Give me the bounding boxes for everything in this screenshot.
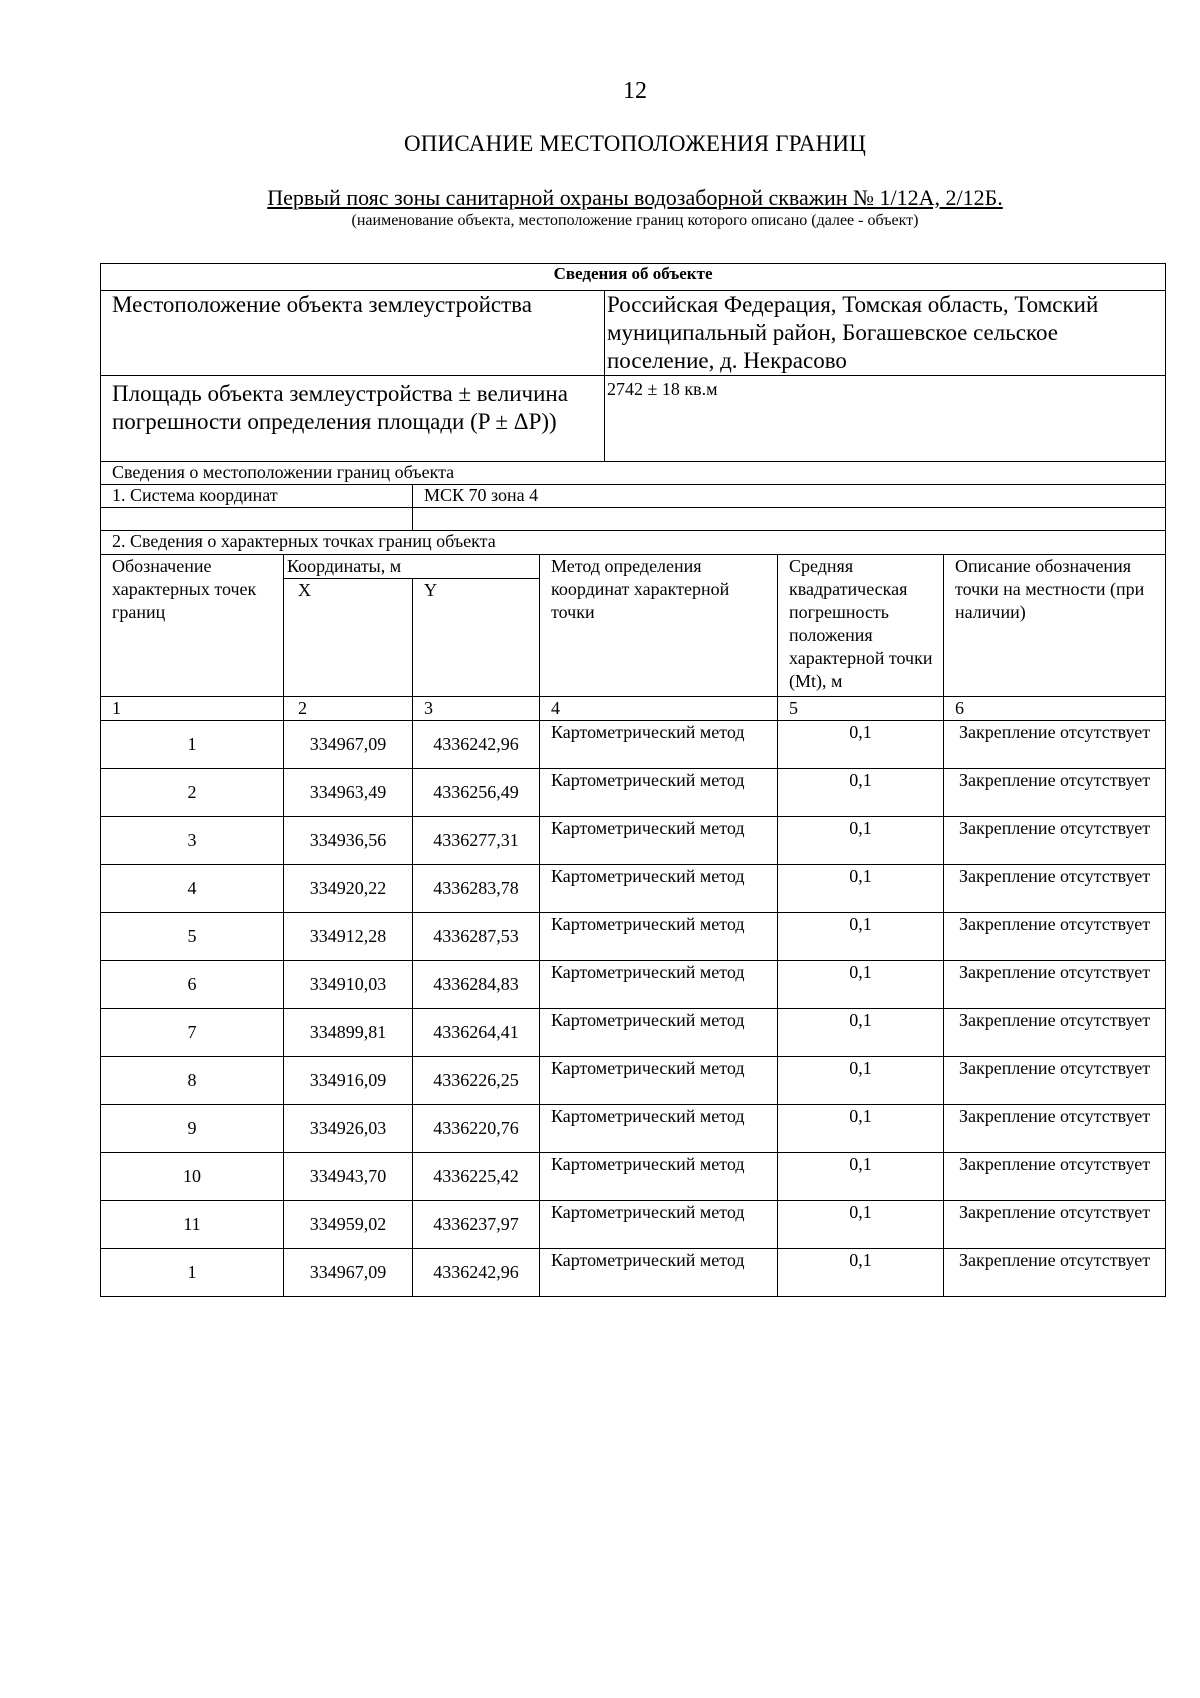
- header-point-designation: Обозначение характерных точек границ: [101, 555, 284, 697]
- table-row: [101, 1105, 1166, 1153]
- point-description: Закрепление отсутствует: [944, 1009, 1166, 1057]
- mean-error: 0,1: [778, 1249, 944, 1297]
- method: Картометрический метод: [540, 1249, 778, 1297]
- method: Картометрический метод: [540, 769, 778, 817]
- method: Картометрический метод: [540, 1153, 778, 1201]
- header-coordinates: Координаты, м: [284, 555, 540, 579]
- column-number: 3: [413, 697, 540, 721]
- area-label: Площадь объекта землеустройства ± величина погрешности определения площади (P ± ΔP)): [101, 376, 605, 462]
- method: Картометрический метод: [540, 721, 778, 769]
- method: Картометрический метод: [540, 961, 778, 1009]
- header-error: Средняя квадратическая погрешность положения характерной точки (Mt), м: [778, 555, 944, 697]
- point-description: Закрепление отсутствует: [944, 961, 1166, 1009]
- header-y: Y: [413, 579, 540, 697]
- empty-cell: [101, 508, 413, 531]
- point-number: 3: [101, 817, 284, 865]
- page-number: 12: [623, 78, 647, 104]
- mean-error: 0,1: [778, 721, 944, 769]
- point-number: 2: [101, 769, 284, 817]
- mean-error: 0,1: [778, 1009, 944, 1057]
- point-number: 4: [101, 865, 284, 913]
- y-coordinate: 4336287,53: [413, 913, 540, 961]
- point-number: 9: [101, 1105, 284, 1153]
- point-description: Закрепление отсутствует: [944, 1201, 1166, 1249]
- x-coordinate: 334899,81: [284, 1009, 413, 1057]
- table-row: [101, 913, 1166, 961]
- point-number: 1: [101, 1249, 284, 1297]
- point-number: 5: [101, 913, 284, 961]
- x-coordinate: 334959,02: [284, 1201, 413, 1249]
- y-coordinate: 4336242,96: [413, 721, 540, 769]
- method: Картометрический метод: [540, 913, 778, 961]
- method: Картометрический метод: [540, 865, 778, 913]
- empty-cell: [413, 508, 1166, 531]
- header-description: Описание обозначения точки на местности (при наличии): [944, 555, 1166, 697]
- table-row: [101, 961, 1166, 1009]
- point-number: 7: [101, 1009, 284, 1057]
- location-value: Российская Федерация, Томская область, Томский муниципальный район, Богашевское сельское поселение, д. Некрасово: [605, 291, 1166, 376]
- x-coordinate: 334926,03: [284, 1105, 413, 1153]
- mean-error: 0,1: [778, 1153, 944, 1201]
- column-numbers-row: [101, 697, 1166, 721]
- document-title: ОПИСАНИЕ МЕСТОПОЛОЖЕНИЯ ГРАНИЦ: [403, 131, 867, 156]
- y-coordinate: 4336256,49: [413, 769, 540, 817]
- point-description: Закрепление отсутствует: [944, 1153, 1166, 1201]
- mean-error: 0,1: [778, 1057, 944, 1105]
- mean-error: 0,1: [778, 913, 944, 961]
- points-section-label: 2. Сведения о характерных точках границ объекта: [101, 531, 1166, 555]
- point-description: Закрепление отсутствует: [944, 721, 1166, 769]
- table-row: [101, 817, 1166, 865]
- boundary-description-table: [100, 263, 1166, 1297]
- table-row: [101, 1009, 1166, 1057]
- method: Картометрический метод: [540, 817, 778, 865]
- object-info-header: Сведения об объекте: [101, 264, 1166, 291]
- y-coordinate: 4336277,31: [413, 817, 540, 865]
- x-coordinate: 334916,09: [284, 1057, 413, 1105]
- mean-error: 0,1: [778, 817, 944, 865]
- area-value: 2742 ± 18 кв.м: [605, 376, 1166, 462]
- point-description: Закрепление отсутствует: [944, 865, 1166, 913]
- method: Картометрический метод: [540, 1105, 778, 1153]
- object-name-caption: (наименование объекта, местоположение границ которого описано (далее - объект): [351, 212, 919, 229]
- object-name: Первый пояс зоны санитарной охраны водозаборной скважин № 1/12А, 2/12Б.: [267, 185, 1003, 210]
- table-row: [101, 769, 1166, 817]
- y-coordinate: 4336283,78: [413, 865, 540, 913]
- x-coordinate: 334967,09: [284, 721, 413, 769]
- point-number: 11: [101, 1201, 284, 1249]
- y-coordinate: 4336220,76: [413, 1105, 540, 1153]
- point-number: 10: [101, 1153, 284, 1201]
- method: Картометрический метод: [540, 1009, 778, 1057]
- table-row: [101, 865, 1166, 913]
- point-description: Закрепление отсутствует: [944, 817, 1166, 865]
- y-coordinate: 4336264,41: [413, 1009, 540, 1057]
- boundaries-section-label: Сведения о местоположении границ объекта: [101, 462, 1166, 485]
- point-description: Закрепление отсутствует: [944, 769, 1166, 817]
- column-number: 5: [778, 697, 944, 721]
- point-number: 1: [101, 721, 284, 769]
- header-method: Метод определения координат характерной точки: [540, 555, 778, 697]
- table-row: [101, 1201, 1166, 1249]
- y-coordinate: 4336284,83: [413, 961, 540, 1009]
- point-number: 8: [101, 1057, 284, 1105]
- point-description: Закрепление отсутствует: [944, 1057, 1166, 1105]
- x-coordinate: 334967,09: [284, 1249, 413, 1297]
- column-number: 2: [284, 697, 413, 721]
- x-coordinate: 334963,49: [284, 769, 413, 817]
- mean-error: 0,1: [778, 1201, 944, 1249]
- point-description: Закрепление отсутствует: [944, 1249, 1166, 1297]
- column-number: 4: [540, 697, 778, 721]
- table-row: [101, 721, 1166, 769]
- table-row: [101, 1249, 1166, 1297]
- x-coordinate: 334910,03: [284, 961, 413, 1009]
- column-number: 6: [944, 697, 1166, 721]
- table-row: [101, 1057, 1166, 1105]
- mean-error: 0,1: [778, 1105, 944, 1153]
- mean-error: 0,1: [778, 961, 944, 1009]
- coord-system-label: 1. Система координат: [101, 485, 413, 508]
- point-number: 6: [101, 961, 284, 1009]
- x-coordinate: 334920,22: [284, 865, 413, 913]
- x-coordinate: 334936,56: [284, 817, 413, 865]
- mean-error: 0,1: [778, 865, 944, 913]
- method: Картометрический метод: [540, 1201, 778, 1249]
- x-coordinate: 334912,28: [284, 913, 413, 961]
- point-description: Закрепление отсутствует: [944, 913, 1166, 961]
- y-coordinate: 4336225,42: [413, 1153, 540, 1201]
- location-label: Местоположение объекта землеустройства: [101, 291, 605, 376]
- method: Картометрический метод: [540, 1057, 778, 1105]
- y-coordinate: 4336242,96: [413, 1249, 540, 1297]
- x-coordinate: 334943,70: [284, 1153, 413, 1201]
- y-coordinate: 4336237,97: [413, 1201, 540, 1249]
- point-description: Закрепление отсутствует: [944, 1105, 1166, 1153]
- table-row: [101, 1153, 1166, 1201]
- y-coordinate: 4336226,25: [413, 1057, 540, 1105]
- coord-system-value: МСК 70 зона 4: [413, 485, 1166, 508]
- column-number: 1: [101, 697, 284, 721]
- mean-error: 0,1: [778, 769, 944, 817]
- header-x: X: [284, 579, 413, 697]
